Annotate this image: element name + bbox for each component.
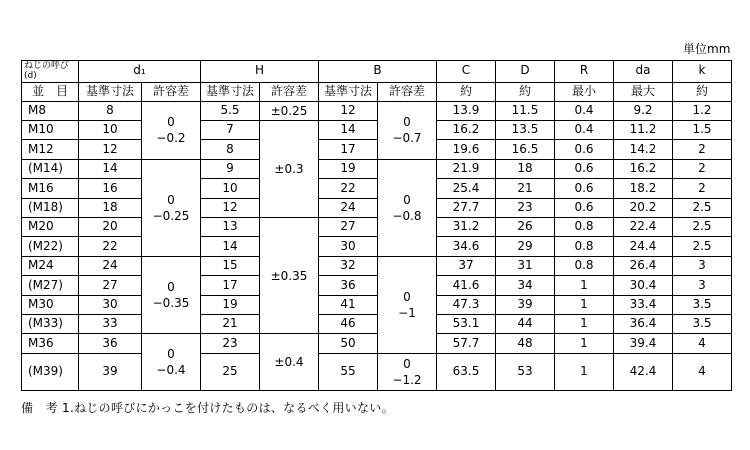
b-base: 36 <box>319 276 378 295</box>
header-h-tol: 許容差 <box>260 82 319 101</box>
k-value: 3.5 <box>673 295 732 314</box>
header-d: D <box>496 61 555 83</box>
d1-base: 24 <box>79 256 142 275</box>
h-base: 14 <box>201 237 260 256</box>
h-base: 8 <box>201 140 260 159</box>
b-base: 19 <box>319 159 378 178</box>
da-value: 9.2 <box>614 101 673 120</box>
tolerance-value <box>156 114 185 146</box>
b-base: 22 <box>319 179 378 198</box>
b-tolerance <box>378 159 437 256</box>
tolerance-upper: 0 <box>403 356 411 371</box>
k-value: 2.5 <box>673 237 732 256</box>
r-value: 0.8 <box>555 237 614 256</box>
h-tolerance <box>260 218 319 334</box>
da-value: 33.4 <box>614 295 673 314</box>
tolerance-upper: 0 <box>403 289 411 304</box>
tolerance-lower: −0.2 <box>156 131 186 146</box>
tolerance-value <box>392 192 421 224</box>
b-base: 14 <box>319 121 378 140</box>
b-tolerance <box>378 101 437 159</box>
d-value: 29 <box>496 237 555 256</box>
table-row <box>22 295 732 314</box>
header-c: C <box>437 61 496 83</box>
b-tolerance <box>378 353 437 390</box>
d1-base: 27 <box>79 276 142 295</box>
k-value: 3.5 <box>673 314 732 333</box>
h-base: 25 <box>201 353 260 390</box>
r-value: 0.4 <box>555 101 614 120</box>
r-value: 1 <box>555 334 614 353</box>
b-base: 41 <box>319 295 378 314</box>
thread-size: (M14) <box>22 159 79 178</box>
header-b-tol: 許容差 <box>378 82 437 101</box>
thread-size: M36 <box>22 334 79 353</box>
tolerance-lower: −1.2 <box>392 372 422 387</box>
h-base: 15 <box>201 256 260 275</box>
header-h-base: 基準寸法 <box>201 82 260 101</box>
d1-base: 36 <box>79 334 142 353</box>
header-da: da <box>614 61 673 83</box>
r-value: 1 <box>555 295 614 314</box>
d1-base: 30 <box>79 295 142 314</box>
da-value: 14.2 <box>614 140 673 159</box>
b-base: 12 <box>319 101 378 120</box>
k-value: 4 <box>673 334 732 353</box>
d1-base: 39 <box>79 353 142 390</box>
header-row-kinds <box>22 82 732 101</box>
r-value: 0.6 <box>555 198 614 217</box>
k-value: 2.5 <box>673 198 732 217</box>
c-value: 13.9 <box>437 101 496 120</box>
table-row <box>22 237 732 256</box>
k-value: 3 <box>673 276 732 295</box>
table-row <box>22 121 732 140</box>
d1-base: 14 <box>79 159 142 178</box>
tolerance-value <box>153 279 190 311</box>
thread-size: M10 <box>22 121 79 140</box>
c-value: 63.5 <box>437 353 496 390</box>
h-tolerance <box>260 334 319 390</box>
h-base: 19 <box>201 295 260 314</box>
r-value: 0.6 <box>555 140 614 159</box>
c-value: 34.6 <box>437 237 496 256</box>
k-value: 2 <box>673 179 732 198</box>
d-value: 48 <box>496 334 555 353</box>
d1-base: 33 <box>79 314 142 333</box>
b-base: 55 <box>319 353 378 390</box>
d-value: 31 <box>496 256 555 275</box>
r-value: 1 <box>555 353 614 390</box>
d-value: 16.5 <box>496 140 555 159</box>
tolerance-value <box>156 346 185 378</box>
h-base: 9 <box>201 159 260 178</box>
c-value: 47.3 <box>437 295 496 314</box>
d-value: 39 <box>496 295 555 314</box>
d-value: 23 <box>496 198 555 217</box>
d1-base: 22 <box>79 237 142 256</box>
tolerance-upper: 0 <box>167 115 175 130</box>
tolerance-lower: −0.35 <box>152 296 190 311</box>
c-value: 41.6 <box>437 276 496 295</box>
thread-size: M20 <box>22 218 79 237</box>
header-d1-tol: 許容差 <box>142 82 201 101</box>
k-value: 3 <box>673 256 732 275</box>
table-row <box>22 140 732 159</box>
header-c-approx: 約 <box>437 82 496 101</box>
d1-tolerance <box>142 101 201 159</box>
tolerance-value <box>392 114 421 146</box>
c-value: 53.1 <box>437 314 496 333</box>
da-value: 30.4 <box>614 276 673 295</box>
da-value: 24.4 <box>614 237 673 256</box>
b-base: 32 <box>319 256 378 275</box>
d-value: 21 <box>496 179 555 198</box>
r-value: 1 <box>555 314 614 333</box>
k-value: 4 <box>673 353 732 390</box>
tolerance-value <box>392 356 421 388</box>
h-base: 12 <box>201 198 260 217</box>
b-base: 30 <box>319 237 378 256</box>
c-value: 31.2 <box>437 218 496 237</box>
da-value: 36.4 <box>614 314 673 333</box>
tolerance-lower: −0.7 <box>392 131 422 146</box>
tolerance-lower: −0.25 <box>152 208 190 223</box>
tolerance-upper: 0 <box>167 279 175 294</box>
table-row <box>22 353 732 390</box>
c-value: 21.9 <box>437 159 496 178</box>
table-row <box>22 334 732 353</box>
d1-tolerance <box>142 159 201 256</box>
thread-size: (M22) <box>22 237 79 256</box>
da-value: 18.2 <box>614 179 673 198</box>
tolerance-value <box>398 289 416 321</box>
d-value: 26 <box>496 218 555 237</box>
k-value: 2.5 <box>673 218 732 237</box>
d1-base: 10 <box>79 121 142 140</box>
table-row <box>22 101 732 120</box>
b-base: 17 <box>319 140 378 159</box>
thread-size: (M27) <box>22 276 79 295</box>
b-base: 27 <box>319 218 378 237</box>
thread-size: M24 <box>22 256 79 275</box>
table-row <box>22 198 732 217</box>
header-row-symbols <box>22 61 732 83</box>
table-row <box>22 218 732 237</box>
da-value: 26.4 <box>614 256 673 275</box>
header-k-approx: 約 <box>673 82 732 101</box>
tolerance-value: ±0.3 <box>274 161 304 176</box>
table-row <box>22 314 732 333</box>
header-thread-size: ねじの呼び(d) <box>22 61 79 83</box>
da-value: 42.4 <box>614 353 673 390</box>
d-value: 44 <box>496 314 555 333</box>
r-value: 0.8 <box>555 256 614 275</box>
b-base: 50 <box>319 334 378 353</box>
k-value: 1.2 <box>673 101 732 120</box>
d-value: 34 <box>496 276 555 295</box>
h-base: 7 <box>201 121 260 140</box>
thread-size: M12 <box>22 140 79 159</box>
nut-dimension-table <box>21 60 732 391</box>
header-d-approx: 約 <box>496 82 555 101</box>
c-value: 37 <box>437 256 496 275</box>
d1-tolerance <box>142 256 201 334</box>
h-tolerance <box>260 101 319 120</box>
tolerance-value <box>153 192 190 224</box>
tolerance-lower: −0.4 <box>156 363 186 378</box>
d1-base: 18 <box>79 198 142 217</box>
c-value: 16.2 <box>437 121 496 140</box>
da-value: 16.2 <box>614 159 673 178</box>
d1-tolerance <box>142 334 201 390</box>
tolerance-value: ±0.25 <box>270 103 308 118</box>
unit-label: 単位mm <box>683 42 731 56</box>
tolerance-upper: 0 <box>167 346 175 361</box>
d1-base: 8 <box>79 101 142 120</box>
thread-size: (M33) <box>22 314 79 333</box>
d1-base: 20 <box>79 218 142 237</box>
header-d1-base: 基準寸法 <box>79 82 142 101</box>
k-value: 2 <box>673 159 732 178</box>
tolerance-upper: 0 <box>403 192 411 207</box>
r-value: 1 <box>555 276 614 295</box>
header-b-base: 基準寸法 <box>319 82 378 101</box>
h-base: 5.5 <box>201 101 260 120</box>
c-value: 25.4 <box>437 179 496 198</box>
thread-size: M8 <box>22 101 79 120</box>
tolerance-lower: −1 <box>398 305 416 320</box>
d-value: 53 <box>496 353 555 390</box>
header-r: R <box>555 61 614 83</box>
c-value: 19.6 <box>437 140 496 159</box>
header-d1: d₁ <box>79 61 201 83</box>
d1-base: 16 <box>79 179 142 198</box>
table-row <box>22 276 732 295</box>
header-k: k <box>673 61 732 83</box>
table-body <box>22 101 732 390</box>
k-value: 1.5 <box>673 121 732 140</box>
h-base: 13 <box>201 218 260 237</box>
thread-size: (M39) <box>22 353 79 390</box>
k-value: 2 <box>673 140 732 159</box>
r-value: 0.4 <box>555 121 614 140</box>
r-value: 0.6 <box>555 179 614 198</box>
header-da-max: 最大 <box>614 82 673 101</box>
b-base: 46 <box>319 314 378 333</box>
h-base: 23 <box>201 334 260 353</box>
thread-size: (M18) <box>22 198 79 217</box>
tolerance-upper: 0 <box>167 192 175 207</box>
table-row <box>22 256 732 275</box>
da-value: 39.4 <box>614 334 673 353</box>
header-coarse: 並 目 <box>22 82 79 101</box>
da-value: 22.4 <box>614 218 673 237</box>
header-b: B <box>319 61 437 83</box>
tolerance-lower: −0.8 <box>392 208 422 223</box>
h-base: 21 <box>201 314 260 333</box>
h-base: 10 <box>201 179 260 198</box>
b-tolerance <box>378 256 437 353</box>
b-base: 24 <box>319 198 378 217</box>
d-value: 11.5 <box>496 101 555 120</box>
thread-size: M30 <box>22 295 79 314</box>
tolerance-upper: 0 <box>403 115 411 130</box>
table-row <box>22 159 732 178</box>
d1-base: 12 <box>79 140 142 159</box>
h-tolerance <box>260 121 319 218</box>
remarks-note: 備 考 1.ねじの呼びにかっこを付けたものは、なるべく用いない。 <box>21 401 394 415</box>
thread-size: M16 <box>22 179 79 198</box>
c-value: 27.7 <box>437 198 496 217</box>
r-value: 0.8 <box>555 218 614 237</box>
tolerance-value: ±0.4 <box>274 354 304 369</box>
c-value: 57.7 <box>437 334 496 353</box>
tolerance-value: ±0.35 <box>270 268 308 283</box>
d-value: 18 <box>496 159 555 178</box>
r-value: 0.6 <box>555 159 614 178</box>
d-value: 13.5 <box>496 121 555 140</box>
da-value: 20.2 <box>614 198 673 217</box>
da-value: 11.2 <box>614 121 673 140</box>
table-row <box>22 179 732 198</box>
header-r-min: 最小 <box>555 82 614 101</box>
h-base: 17 <box>201 276 260 295</box>
header-h: H <box>201 61 319 83</box>
